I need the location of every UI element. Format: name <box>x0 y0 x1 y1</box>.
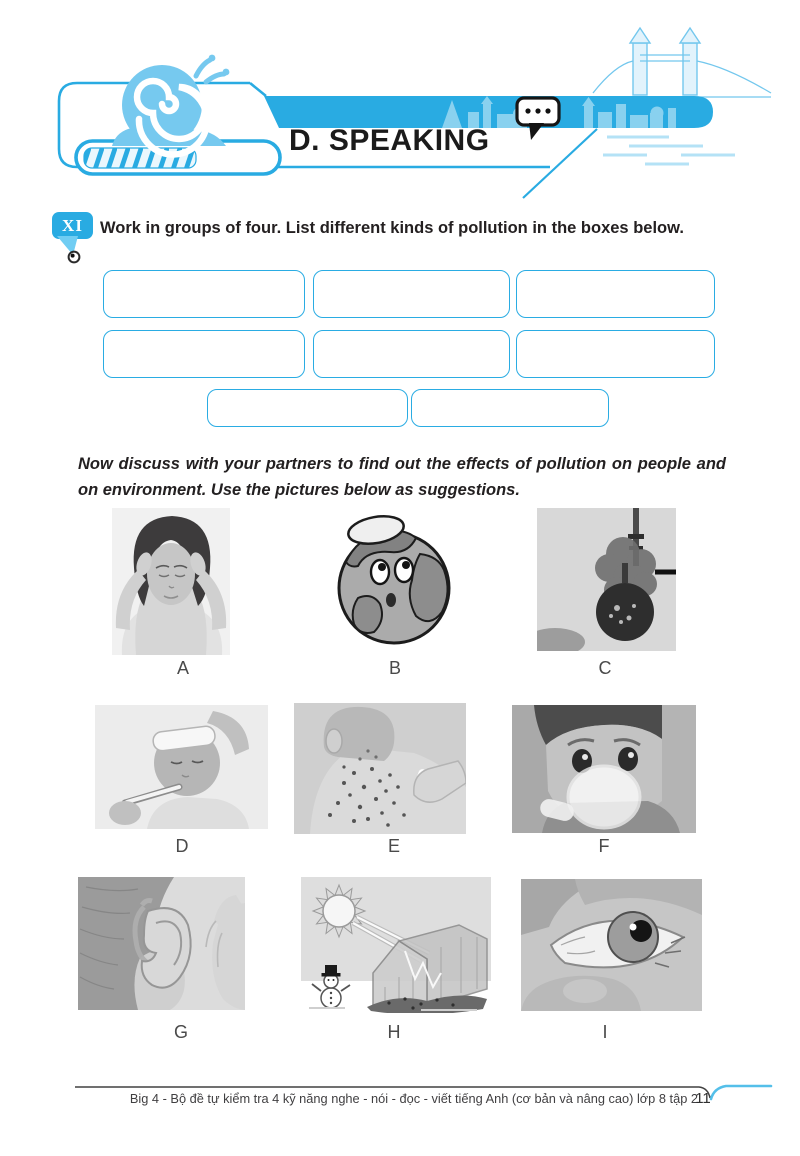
picture-label-c: C <box>598 658 612 678</box>
picture-label-d: D <box>175 836 189 856</box>
speech-bubble-icon <box>517 98 559 140</box>
picture-flask-dark-fumes <box>537 508 676 651</box>
header-diagonal-line <box>523 129 597 198</box>
picture-label-g: G <box>173 1022 188 1042</box>
picture-label-e: E <box>387 836 400 856</box>
picture-label-b: B <box>388 658 401 678</box>
exercise-instruction: Work in groups of four. List different kinds of pollution in the boxes below. <box>100 219 684 237</box>
section-title: D. SPEAKING <box>289 124 490 157</box>
footer-book-title: Big 4 - Bộ đề tự kiểm tra 4 kỹ năng nghe - nói - đọc - viết tiếng Anh (cơ bản và nâng cao) lớp 8 tập 2 <box>129 1091 698 1106</box>
pollution-box-2[interactable] <box>313 270 510 318</box>
picture-sick-cartoon-earth <box>324 510 465 650</box>
pollution-box-1[interactable] <box>103 270 305 318</box>
pollution-box-6[interactable] <box>516 330 715 378</box>
picture-label-i: I <box>602 1022 608 1042</box>
picture-label-a: A <box>176 658 189 678</box>
exercise-number-badge: XI <box>52 212 93 239</box>
snail-icon <box>112 55 229 155</box>
picture-boy-inhaler-mask <box>512 705 696 833</box>
badge-tail-icon <box>52 236 92 268</box>
picture-label-f: F <box>598 836 610 856</box>
picture-child-skin-rash <box>294 703 466 834</box>
page-number: 11 <box>695 1090 711 1107</box>
pollution-box-8[interactable] <box>411 389 609 427</box>
picture-greenhouse-effect-diagram <box>301 877 491 1013</box>
pollution-box-5[interactable] <box>313 330 510 378</box>
pollution-box-4[interactable] <box>103 330 305 378</box>
picture-ear-hearing-aid <box>78 877 245 1010</box>
pollution-box-3[interactable] <box>516 270 715 318</box>
discussion-prompt: Now discuss with your partners to find out the effects of pollution on people and on environment. Use the pictures below as suggestions. <box>78 455 726 500</box>
pollution-box-7[interactable] <box>207 389 408 427</box>
header-decoration <box>0 0 800 215</box>
picture-woman-with-headache <box>112 508 230 655</box>
picture-label-h: H <box>387 1022 401 1042</box>
picture-irritated-eye <box>521 879 702 1011</box>
picture-sick-man-thermometer <box>95 705 268 829</box>
